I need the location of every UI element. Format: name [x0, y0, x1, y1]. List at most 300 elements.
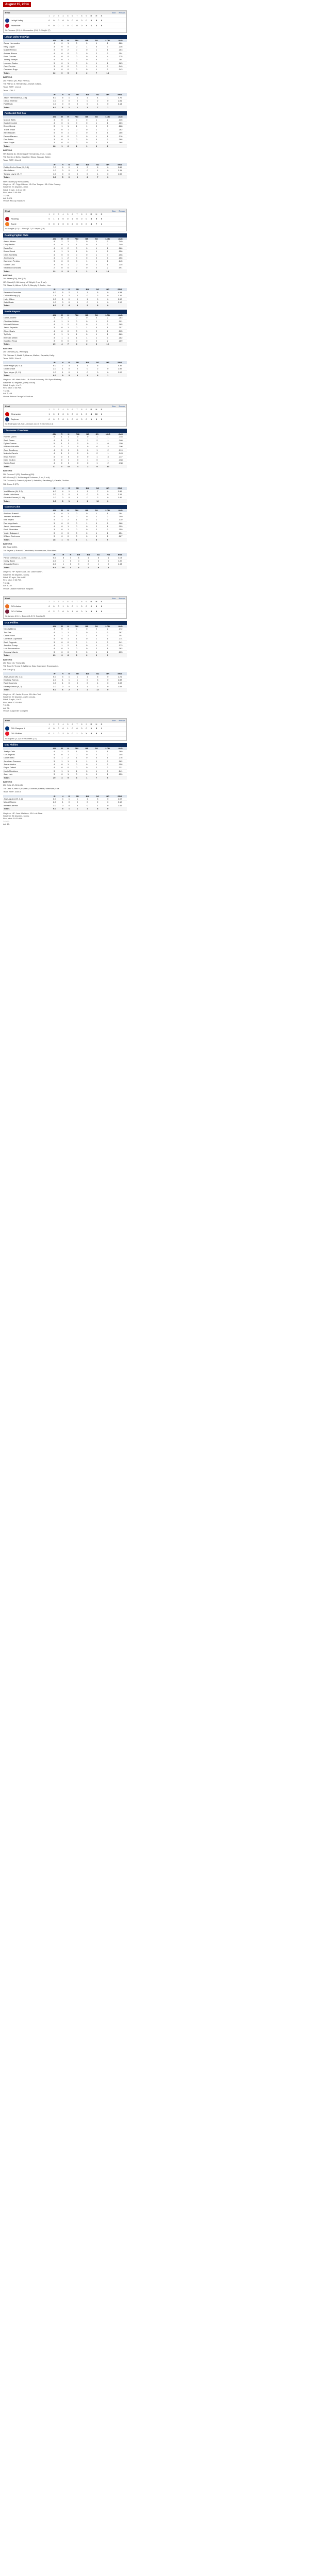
stat-cell: 4 — [49, 333, 59, 336]
stat-cell: 5 — [59, 291, 65, 294]
stat-cell: 3 — [49, 769, 59, 772]
inning-score: 0 — [67, 19, 69, 22]
player-name-link[interactable]: Mookie Betts — [3, 118, 49, 122]
player-name-link[interactable]: Brock Stassi — [3, 250, 49, 253]
player-name-link[interactable]: Cameron Perkins — [3, 260, 49, 263]
stat-cell: .254 — [114, 531, 127, 534]
pitcher-name-link[interactable]: Seth Rosin — [3, 301, 49, 304]
stat-cell: 0 — [66, 367, 72, 370]
stat-cell: 0 — [59, 316, 65, 319]
game-links — [109, 210, 125, 212]
team-name[interactable]: Clearwater — [11, 413, 21, 416]
stat-cell: .241 — [114, 769, 127, 772]
stat-cell: 4 — [49, 48, 59, 52]
stat-cell: 1 — [72, 798, 82, 801]
pitcher-name-link[interactable]: Pat Misch — [3, 103, 49, 106]
stat-cell: 3.76 — [113, 96, 127, 99]
note-line: SB: Das (12). — [3, 668, 16, 671]
player-name-link[interactable]: Chris Serritella — [3, 253, 49, 256]
pitcher-name-link[interactable]: Jose Aquino (W, 3-2) — [3, 798, 49, 801]
stat-cell: 4 — [59, 675, 65, 679]
pitcher-name-link[interactable]: Elniery Garcia (S, 3) — [3, 685, 49, 688]
team-name[interactable]: DSL Phillies — [11, 732, 22, 735]
stat-col-header: BB — [82, 672, 93, 675]
inning-header: 3 — [58, 722, 59, 725]
stat-cell: 4 — [49, 644, 59, 647]
player-name-link[interactable]: Glynn Davis — [3, 329, 49, 332]
stat-cell: 1 — [82, 260, 92, 263]
stat-cell: 0 — [101, 634, 114, 637]
away-team-row — [4, 216, 126, 221]
box-link[interactable]: Box — [112, 597, 116, 600]
info-line: First pitch: 10:30 AM. — [3, 817, 23, 820]
stat-cell: 0 — [71, 68, 82, 71]
stat-cell: 2 — [92, 496, 103, 499]
stat-cell: 0 — [71, 138, 82, 141]
stat-col-header: AB — [49, 509, 59, 512]
stat-cell: 0 — [92, 131, 102, 134]
stat-cell: 7 — [59, 364, 65, 367]
stat-cell: 2 — [82, 654, 92, 657]
stat-cell: .335 — [114, 118, 127, 122]
batting-table — [3, 509, 127, 541]
player-name-link[interactable]: Christian Walker — [3, 319, 49, 323]
stat-cell: 0 — [59, 528, 65, 531]
player-name-link[interactable]: Kris Bryant — [3, 518, 49, 521]
stat-cell: 0 — [103, 370, 113, 374]
stat-cell — [114, 343, 127, 346]
player-name-link[interactable]: Willson Contreras — [3, 535, 49, 538]
stat-cell: 2 — [92, 628, 102, 631]
team-name[interactable]: Reading — [11, 217, 19, 220]
stat-cell: 8 — [92, 269, 102, 273]
totals-label: Totals — [3, 654, 49, 657]
stat-cell: 0 — [71, 121, 82, 124]
stat-cell: 5 — [93, 556, 103, 560]
stat-cell: 0 — [59, 462, 64, 465]
player-name-link[interactable]: Maikel Franco — [3, 48, 49, 52]
player-name-link[interactable]: Michael Ohlman — [3, 323, 49, 326]
stat-cell: 9 — [65, 776, 71, 779]
stat-cell: 0 — [72, 166, 82, 169]
player-name-link[interactable]: Kelly Dugan — [3, 45, 49, 48]
stat-cell: 1 — [71, 750, 82, 753]
team-logo-icon — [5, 19, 9, 23]
stat-cell: 0 — [82, 240, 92, 243]
total-header: H — [95, 600, 97, 603]
stat-col-header: AB — [49, 747, 59, 750]
stat-cell: 0 — [59, 141, 65, 144]
player-name-link[interactable]: Sean Coyle — [3, 141, 49, 144]
stat-cell: 4 — [49, 58, 59, 61]
pitcher-name-link[interactable]: Ismael Cabrera — [3, 804, 49, 807]
stat-cell: 0 — [71, 628, 82, 631]
stat-cell: .268 — [114, 125, 127, 128]
player-name-link[interactable]: Rock Shoulders — [3, 528, 49, 531]
stat-cell: 4 — [72, 304, 82, 307]
stat-cell: 1 — [73, 448, 84, 451]
stat-col-header: H — [65, 238, 71, 240]
game-block — [3, 209, 329, 398]
player-name-link[interactable]: Cesar Hernandez — [3, 42, 49, 45]
info-line: First pitch: 7:05 PM. — [3, 579, 22, 582]
player-name-link[interactable]: Garabez Rosa — [3, 339, 49, 342]
recap-link[interactable]: Recap — [119, 405, 125, 408]
stat-cell: 0 — [65, 141, 71, 144]
stat-cell: 0 — [103, 169, 113, 172]
stat-cell: 0 — [71, 650, 82, 653]
stat-cell: 5 — [59, 176, 65, 179]
pitcher-name-link[interactable]: Rubby De La Rosa (W, 3-1) — [3, 166, 49, 169]
inning-score: 0 — [76, 418, 78, 421]
stat-col-header: SO — [92, 288, 103, 291]
stat-cell: 0 — [71, 647, 82, 650]
player-name-link[interactable]: Deivi Grullon — [3, 458, 49, 461]
stat-cell: 0 — [82, 518, 92, 521]
stat-cell: 0 — [72, 801, 82, 804]
player-name-link[interactable]: Brian Pointer — [3, 455, 49, 458]
stat-cell: 0 — [92, 297, 103, 300]
stat-cell — [114, 71, 127, 74]
pitcher-name-link[interactable]: Miguel Nunez — [3, 801, 49, 804]
pitcher-name-link[interactable]: Jason Hernandez (L, 2-8) — [3, 96, 49, 99]
pitcher-name-link[interactable]: Tommy Layne (S, 7) — [3, 172, 49, 175]
stat-cell: 2 — [72, 294, 82, 297]
final-status: Final — [5, 405, 10, 408]
stat-cell: 1 — [92, 336, 102, 339]
recap-link[interactable]: Recap — [119, 597, 125, 600]
stat-cell: 0 — [71, 58, 82, 61]
team-name[interactable]: Lehigh Valley — [11, 19, 23, 22]
stat-cell: 1 — [65, 121, 71, 124]
linescore — [3, 10, 127, 33]
stat-cell: 2 — [82, 343, 92, 346]
stat-cell: 1 — [103, 96, 113, 99]
recap-link[interactable]: Recap — [119, 719, 125, 722]
stat-cell: 1 — [72, 106, 82, 109]
player-name-link[interactable]: Ty Kelly — [3, 333, 49, 336]
player-name-link[interactable]: Carlos Tocci — [3, 462, 49, 465]
player-name-link[interactable]: Tommy Joseph — [3, 58, 49, 61]
stat-cell — [113, 374, 127, 377]
stat-cell: 1 — [103, 106, 113, 109]
stat-cell: 4 — [49, 250, 59, 253]
stat-cell: .258 — [114, 253, 127, 256]
totals-label: Totals — [3, 71, 49, 74]
inning-score: 0 — [58, 727, 59, 730]
player-name-link[interactable]: Roman Quinn — [3, 435, 49, 438]
stat-cell: 4 — [49, 631, 59, 634]
stat-cell: 0 — [82, 138, 92, 141]
stat-col-header: LOB — [101, 39, 114, 42]
stat-cell: 0 — [73, 458, 84, 461]
inning-header: 9 — [86, 408, 87, 411]
player-name-link[interactable]: Dariel Alvarez — [3, 316, 49, 319]
hits: 9 — [95, 732, 97, 735]
stat-cell: 0 — [71, 118, 82, 122]
stat-cell: 0 — [66, 166, 72, 169]
player-name-link[interactable]: Jesus Alastre — [3, 763, 49, 766]
stat-cell: 28 — [49, 538, 59, 541]
pitcher-name-link[interactable]: Jose Amaro (W, 2-1) — [3, 675, 49, 679]
player-name-link[interactable]: Malquin Canelo — [3, 452, 49, 455]
stat-cell: 0 — [66, 685, 72, 688]
stat-cell: 1 — [66, 678, 72, 681]
player-name-link[interactable]: Brenden Webb — [3, 336, 49, 339]
stat-cell: 1 — [59, 256, 65, 259]
player-name-link[interactable]: Deven Marrero — [3, 134, 49, 138]
player-name-link[interactable]: Tim Das — [3, 631, 49, 634]
player-name-link[interactable]: Nick Williams — [3, 628, 49, 631]
pitcher-name-link[interactable]: Severino Gonzalez — [3, 291, 49, 294]
pitcher-name-link[interactable]: Mike Wright (W, 5-3) — [3, 364, 49, 367]
stat-cell: 0 — [92, 339, 102, 342]
box-link[interactable]: Box — [112, 719, 116, 722]
stat-cell: 5 — [92, 166, 103, 169]
team-name[interactable]: Daytona — [11, 418, 19, 421]
pitcher-name-link[interactable]: Ranfi Casimiro — [3, 682, 49, 685]
team-name[interactable]: DSL Rangers 1 — [11, 727, 25, 730]
stat-cell: 0 — [92, 256, 102, 259]
stat-cell: 2 — [65, 756, 71, 759]
inning-score: 2 — [53, 610, 55, 613]
player-name-link[interactable]: Darin Ruf — [3, 246, 49, 249]
player-name-link[interactable]: Jim Murphy — [3, 256, 49, 259]
stat-cell: 0 — [82, 323, 92, 326]
player-name-link[interactable]: Edgar Cabral — [3, 766, 49, 769]
stat-cell: 3.19 — [113, 294, 127, 297]
stat-col-header: AB — [49, 625, 59, 628]
inning-score: 0 — [86, 217, 87, 220]
inning-header: 6 — [72, 722, 73, 725]
team-name[interactable]: GCL Phillies — [11, 610, 22, 613]
stat-cell: 0 — [66, 682, 72, 685]
stat-cell: 0 — [66, 297, 72, 300]
pitcher-name-link[interactable]: Ricardo Gomez (S, 14) — [3, 496, 49, 499]
stat-cell: 0 — [103, 291, 113, 294]
stat-cell: 2 — [92, 266, 102, 269]
stat-cell: 1 — [101, 61, 114, 64]
inning-header: 5 — [67, 600, 69, 603]
player-name-link[interactable]: Carlos Tocci — [3, 634, 49, 637]
totals-row — [3, 106, 127, 109]
stat-col-header: AVG — [114, 115, 127, 118]
stat-col-header: SO — [92, 509, 102, 512]
stat-cell: 0 — [65, 45, 71, 48]
player-name-link[interactable]: Cornelius Copeland — [3, 637, 49, 640]
stat-cell: 1 — [59, 750, 65, 753]
player-name-link[interactable]: Luis Espiritu — [3, 753, 49, 756]
player-name-link[interactable]: Alex Hassan — [3, 131, 49, 134]
inning-header: 1 — [48, 600, 50, 603]
inning-score: 0 — [48, 418, 50, 421]
player-name-link[interactable]: Severino Gonzalez — [3, 266, 49, 269]
player-name-link[interactable]: Gabriel Lino — [3, 263, 49, 266]
stat-cell: 0 — [82, 263, 92, 266]
player-name-link[interactable]: Addison Russell — [3, 512, 49, 515]
stat-cell: 3 — [93, 559, 103, 562]
stat-cell: 0 — [103, 493, 113, 496]
pitcher-name-link[interactable]: Alex Wilson — [3, 169, 49, 172]
inning-score: 0 — [53, 24, 55, 27]
recap-link[interactable]: Recap — [119, 11, 125, 14]
stat-cell: 0 — [82, 134, 92, 138]
stat-cell: 0 — [72, 301, 82, 304]
stat-cell — [113, 106, 127, 109]
stat-cell: 0 — [82, 243, 92, 246]
player-name-link[interactable]: Jason Esposito — [3, 326, 49, 329]
stat-cell: 1 — [92, 128, 102, 131]
stat-cell: 2.86 — [113, 166, 127, 169]
player-name-link[interactable]: Luis Encarnacion — [3, 647, 49, 650]
inning-header: 7 — [76, 408, 78, 411]
recap-link[interactable]: Recap — [119, 209, 125, 212]
stat-cell: 0 — [92, 634, 102, 637]
player-name-link[interactable]: Zach Coppola — [3, 640, 49, 643]
stat-cell: 1 — [65, 528, 71, 531]
info-line: Umpires: HP: Javier Reyes. 1B: Alex Tosi. — [3, 692, 42, 696]
stat-cell: 1 — [92, 518, 102, 521]
stat-cell: 0 — [72, 99, 82, 102]
stat-col-header: BB — [82, 115, 92, 118]
player-name-link[interactable]: Aaron Altherr — [3, 240, 49, 243]
inning-score: 0 — [62, 19, 64, 22]
stat-cell: 1 — [72, 499, 82, 502]
stat-cell: 0 — [82, 131, 92, 134]
totals-row — [3, 566, 127, 569]
inning-header: 5 — [67, 408, 69, 411]
pitcher-name-link[interactable]: Cesar Jimenez — [3, 99, 49, 102]
player-name-link[interactable]: Russ Canzler — [3, 55, 49, 58]
player-name-link[interactable]: Garin Cecchini — [3, 121, 49, 124]
player-name-link[interactable]: Jhailyn Ortiz — [3, 750, 49, 753]
stat-cell: 0 — [73, 445, 84, 448]
stat-cell: 3 — [72, 374, 82, 377]
player-name-link[interactable]: Leandro Castro — [3, 61, 49, 64]
player-name-link[interactable]: Dan Butler — [3, 138, 49, 141]
team-name[interactable]: GCL Astros — [11, 605, 22, 608]
player-name-link[interactable]: Andres Blanco — [3, 52, 49, 55]
pitcher-name-link[interactable]: Edubray Ramos — [3, 678, 49, 681]
player-name-link[interactable]: Zach Green — [3, 438, 49, 442]
stat-cell: 0 — [83, 462, 92, 465]
player-name-link[interactable]: Jonathan Guzman — [3, 759, 49, 762]
pitcher-name-link[interactable]: Corey Black — [3, 559, 49, 562]
stat-cell: 4 — [49, 525, 59, 528]
inning-score: 0 — [53, 418, 55, 421]
pitcher-name-link[interactable]: Armando Rivero — [3, 563, 49, 566]
stat-col-header: H — [64, 433, 72, 435]
stat-cell: 1 — [65, 647, 71, 650]
player-name-link[interactable]: Jiandido Tromp — [3, 644, 49, 647]
player-name-link[interactable]: Juan Luis — [3, 773, 49, 776]
stat-cell: 8 — [101, 144, 114, 147]
totals-label: Totals — [3, 374, 49, 377]
player-name-link[interactable]: Bryce Brentz — [3, 125, 49, 128]
stat-cell: 1 — [84, 556, 93, 560]
stat-col-header: RBI — [71, 747, 82, 750]
player-name-link[interactable]: Kevin Markham — [3, 769, 49, 772]
stat-col-header: ERA — [113, 487, 127, 489]
stat-cell: 6 — [59, 96, 65, 99]
inning-header: 8 — [81, 408, 82, 411]
team-name[interactable]: Pawtucket — [11, 24, 21, 27]
stat-cell: 3.17 — [113, 301, 127, 304]
player-name-link[interactable]: Gregory Infante — [3, 650, 49, 653]
player-name-link[interactable]: Willians Astudillo — [3, 445, 49, 448]
stat-cell: .231 — [114, 766, 127, 769]
inning-score: 0 — [53, 413, 55, 416]
totals-row — [3, 776, 127, 779]
pitcher-name-link[interactable]: Austin Hutchison — [3, 493, 49, 496]
player-name-link[interactable]: Cam Perkins — [3, 65, 49, 68]
stat-cell: 1 — [64, 452, 72, 455]
player-name-link[interactable]: Jeimer Candelario — [3, 515, 49, 518]
pitcher-name-link[interactable]: Pierce Johnson (L, 4-10) — [3, 556, 49, 560]
player-name-link[interactable]: Yasiel Balaguert — [3, 531, 49, 534]
player-name-link[interactable]: Cody Asche — [3, 243, 49, 246]
team-logo-icon — [5, 609, 9, 614]
player-name-link[interactable]: Cord Sandberg — [3, 448, 49, 451]
pitcher-name-link[interactable]: Oliver Drake — [3, 367, 49, 370]
stat-cell: 2 — [101, 535, 114, 538]
stat-cell: 1.1 — [49, 294, 59, 297]
box-link[interactable]: Box — [112, 11, 116, 14]
stat-cell: 2 — [101, 316, 114, 319]
stat-cell: 6 — [59, 106, 65, 109]
team-name[interactable]: Bowie — [11, 222, 16, 225]
stat-col-header: SO — [92, 115, 102, 118]
errors: 0 — [101, 19, 103, 22]
inning-score: 0 — [67, 217, 69, 220]
stat-cell: 1 — [92, 42, 102, 45]
player-name-link[interactable]: Dylan Cozens — [3, 442, 49, 445]
stat-cell: 1 — [101, 750, 114, 753]
stat-cell: 0 — [71, 52, 82, 55]
box-link[interactable]: Box — [112, 405, 116, 408]
pitcher-name-link[interactable]: Hoby Milner — [3, 297, 49, 300]
pitcher-name-link[interactable]: Yoel Mecias (W, 5-7) — [3, 490, 49, 493]
stat-cell: 2.02 — [113, 370, 127, 374]
player-name-link[interactable]: Daniel Brito — [3, 756, 49, 759]
player-name-link[interactable]: Cameron Rupp — [3, 68, 49, 71]
team-batting-title: Clearwater Threshers — [3, 429, 127, 433]
player-name-link[interactable]: Dan Vogelbach — [3, 521, 49, 524]
stat-cell: 1 — [65, 333, 71, 336]
stat-cell: 1 — [59, 250, 65, 253]
info-line: T: 2:31. — [3, 704, 10, 707]
away-team-row — [4, 18, 126, 23]
stat-cell: 2 — [82, 176, 93, 179]
inning-score: 0 — [76, 413, 78, 416]
stat-cell: 0 — [101, 528, 114, 531]
runs: 4 — [90, 222, 92, 225]
player-name-link[interactable]: Jacob Hannemann — [3, 525, 49, 528]
stat-cell: 0 — [103, 294, 113, 297]
pitcher-name-link[interactable]: Colton Murray (L) — [3, 294, 49, 297]
stat-cell: 0 — [71, 246, 82, 249]
stat-cell: 37 — [49, 465, 59, 468]
stat-cell: 0 — [103, 166, 113, 169]
box-link[interactable]: Box — [112, 209, 116, 212]
pitcher-name-link[interactable]: Tyler Meyer (S, 13) — [3, 370, 49, 374]
decisions: W: Amaro (2-1) L: Bunch (1-2) S: Garcia (3) — [4, 614, 126, 618]
inning-score: 0 — [53, 727, 55, 730]
info-line: Umpires: HP: Jose Martinez. 1B: Luis Diaz. — [3, 811, 43, 815]
player-name-link[interactable]: Travis Shaw — [3, 128, 49, 131]
stat-cell: 2 — [101, 250, 114, 253]
stat-cell: 0 — [82, 637, 92, 640]
